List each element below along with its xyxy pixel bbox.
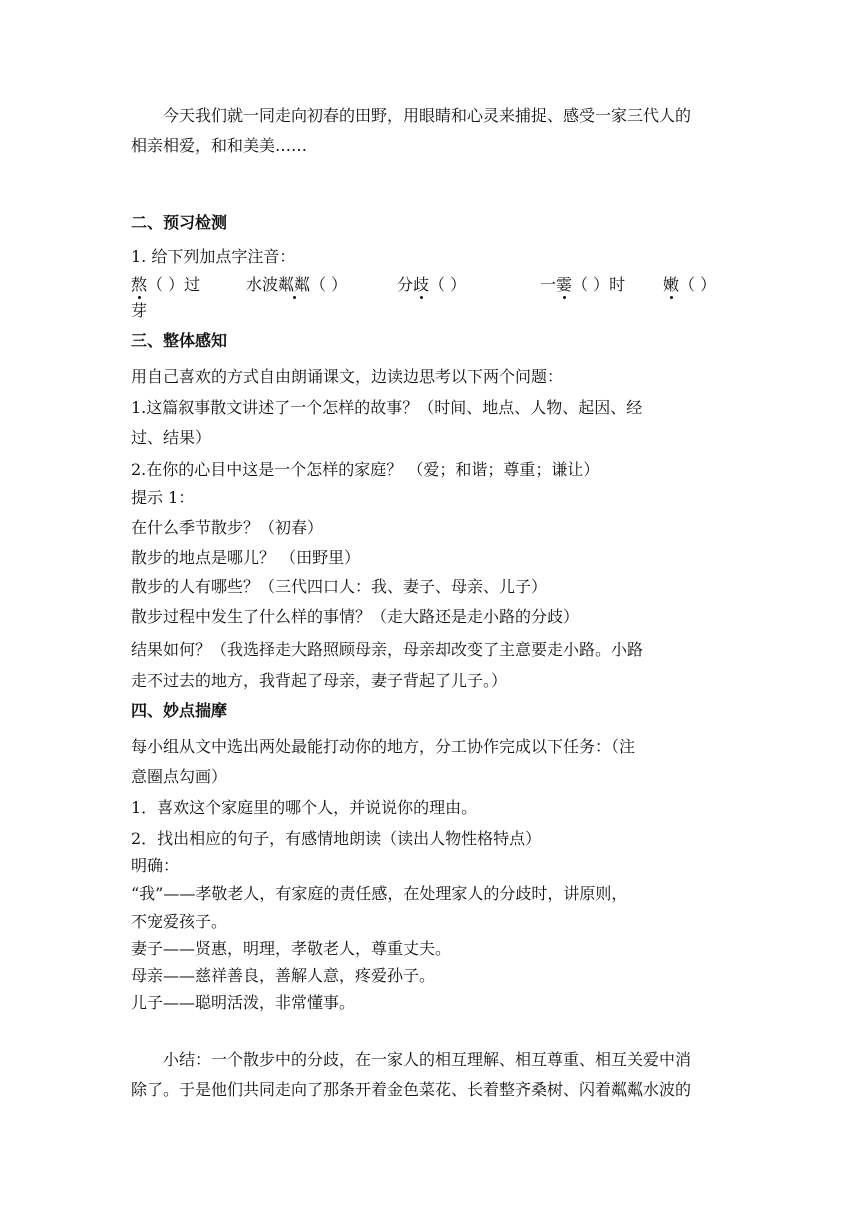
highlights-line: 母亲——慈祥善良，善解人意，疼爱孙子。 [131, 966, 436, 985]
overall-line: 在什么季节散步？（初春） [131, 518, 324, 537]
summary-line-2: 除了。于是他们共同走向了那条开着金色菜花、长着整齐桑树、闪着粼粼水波的 [131, 1080, 692, 1099]
highlights-line: 每小组从文中选出两处最能打动你的地方，分工协作完成以下任务：（注 [131, 737, 636, 756]
overall-line: 2.在你的心目中这是一个怎样的家庭？ （爱；和谐；尊重；谦让） [131, 460, 600, 479]
dotted-char: 歧 [413, 275, 430, 294]
dotted-char: 熬 [131, 275, 148, 294]
overall-line: 走不过去的地方，我背起了母亲，妻子背起了儿子。） [131, 671, 508, 690]
section-heading-preview: 二、预习检测 [131, 213, 228, 232]
highlights-line: 2．找出相应的句子，有感情地朗读（读出人物性格特点） [131, 829, 542, 848]
overall-line: 散步过程中发生了什么样的事情？（走大路还是走小路的分歧） [131, 607, 580, 626]
intro-line-2: 相亲相爱，和和美美…… [131, 136, 308, 155]
answer-blank: （ ）过 [147, 275, 201, 294]
dotted-char: 嫩 [663, 275, 680, 294]
highlights-line: 明确： [131, 856, 180, 875]
word-prefix: 分 [397, 275, 414, 294]
overall-line: 散步的地点是哪儿？ （田野里） [131, 548, 361, 567]
exercise-item-5 [663, 275, 716, 295]
exercise-item-1 [131, 275, 200, 295]
intro-line-1: 今天我们就一同走向初春的田野，用眼睛和心灵来捕捉、感受一家三代人的 [163, 106, 692, 125]
dotted-char: 霎 [556, 275, 573, 294]
overall-line: 结果如何？（我选择走大路照顾母亲，母亲却改变了主意要走小路。小路 [131, 640, 644, 659]
highlights-line: 1．喜欢这个家庭里的哪个人，并说说你的理由。 [131, 798, 478, 817]
answer-blank: （ ） [679, 275, 717, 294]
answer-blank: （ ） [429, 275, 467, 294]
overall-line: 用自己喜欢的方式自由朗诵课文，边读边思考以下两个问题： [131, 367, 564, 386]
word-prefix: 水波 [246, 275, 279, 294]
section-heading-highlights: 四、妙点揣摩 [131, 701, 228, 720]
overall-line: 过、结果） [131, 428, 212, 447]
section-heading-overall: 三、整体感知 [131, 331, 228, 350]
exercise-item-3 [397, 275, 466, 295]
exercise-item-2 [246, 275, 347, 295]
highlights-line: “我”——孝敬老人，有家庭的责任感，在处理家人的分歧时，讲原则， [131, 884, 628, 903]
dotted-char: 粼粼 [278, 275, 311, 294]
answer-blank: （ ）时 [572, 275, 626, 294]
overall-line: 提示 1： [131, 488, 195, 507]
answer-blank: （ ） [310, 275, 348, 294]
overall-line: 散步的人有哪些？（三代四口人：我、妻子、母亲、儿子） [131, 577, 548, 596]
highlights-line: 妻子——贤惠，明理，孝敬老人，尊重丈夫。 [131, 939, 452, 958]
exercise-item-4 [540, 275, 625, 295]
word-prefix: 一 [540, 275, 557, 294]
summary-line-1: 小结：一个散步中的分歧，在一家人的相互理解、相互尊重、相互关爱中消 [163, 1050, 692, 1069]
pinyin-exercise-row [131, 275, 741, 297]
highlights-line: 意圈点勾画） [131, 767, 228, 786]
overall-line: 1.这篇叙事散文讲述了一个怎样的故事？（时间、地点、人物、起因、经 [131, 398, 643, 417]
highlights-line: 儿子——聪明活泼，非常懂事。 [131, 993, 356, 1012]
highlights-line: 不宠爱孩子。 [131, 912, 228, 931]
exercise-wrap: 芽 [131, 301, 148, 320]
question-1: 1. 给下列加点字注音： [131, 247, 296, 266]
